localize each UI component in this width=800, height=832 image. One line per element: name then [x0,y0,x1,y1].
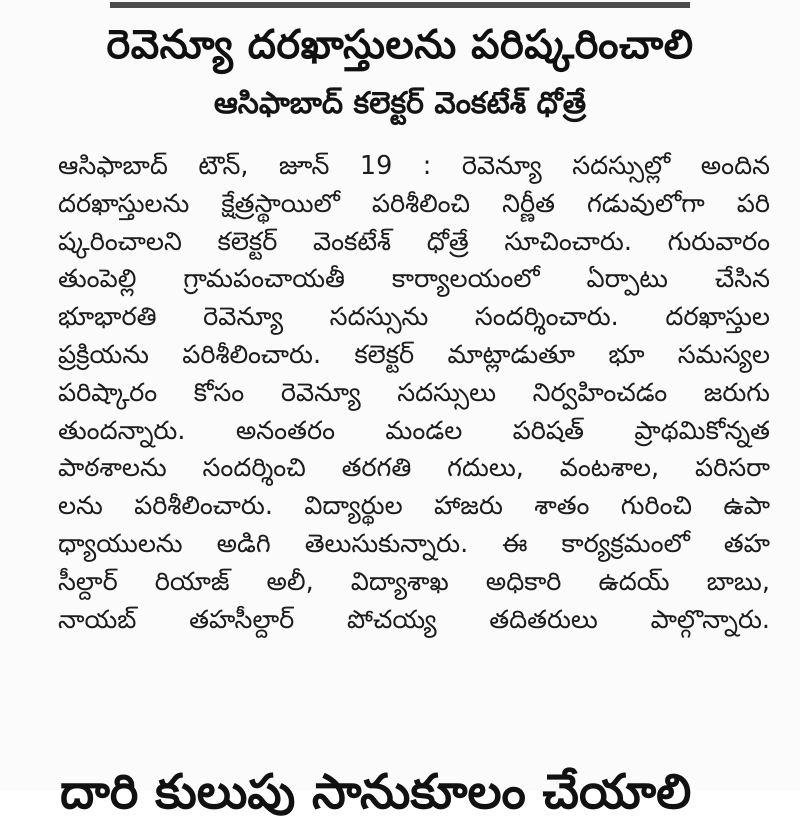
body-line: తుందన్నారు. అనంతరం మండల పరిషత్ ప్రాథమికోన్నత [58,415,770,446]
article-headline: రెవెన్యూ దరఖాస్తులను పరిష్కరించాలి [106,22,694,68]
body-line: తుంపెల్లి గ్రామపంచాయతీ కార్యాలయంలో ఏర్పాటు చేసిన [58,264,770,295]
body-line: లను పరిశీలించారు. విద్యార్థుల హాజరు శాతం గురించి ఉపా [58,491,770,522]
body-line: ఆసిఫాబాద్ టౌన్, జూన్ 19 : రెవెన్యూ సదస్సుల్లో అందిన [58,151,770,181]
body-line: ష్కరించాలని కలెక్టర్ వెంకటేశ్ ధోత్రే సూచించారు. గురువారం [58,226,770,257]
body-line: దరఖాస్తులను క్షేత్రస్థాయిలో పరిశీలించి నిర్ణీత గడువులోగా పరి [58,188,770,219]
body-line: పరిష్కారం కోసం రెవెన్యూ సదస్సులు నిర్వహించడం జరుగు [58,377,770,408]
body-line: నాయబ్ తహసీల్దార్ పోచయ్య తదితరులు పాల్గొన్నారు. [58,604,770,635]
article-body [58,148,770,639]
next-article-headline: దారి కులుపు సానుకూలం చేయాలి [60,764,692,820]
body-line: భూభారతి రెవెన్యూ సదస్సును సందర్శించారు. దరఖాస్తుల [58,302,770,333]
body-line: పాఠశాలను సందర్శించి తరగతి గదులు, వంటశాల, పరిసరా [58,453,770,484]
body-line: ధ్యాయులను అడిగి తెలుసుకున్నారు. ఈ కార్యక్రమంలో తహ [58,528,770,559]
body-line: ప్రక్రియను పరిశీలించారు. కలెక్టర్ మాట్లాడుతూ భూ సమస్యల [58,339,770,370]
top-rule [110,2,690,8]
body-line: సీల్దార్ రియాజ్ అలీ, విద్యాశాఖ అధికారి ఉదయ్ బాబు, [58,566,770,597]
article-subheadline: ఆసిఫాబాద్ కలెక్టర్ వెంకటేశ్ ధోత్రే [213,86,587,121]
